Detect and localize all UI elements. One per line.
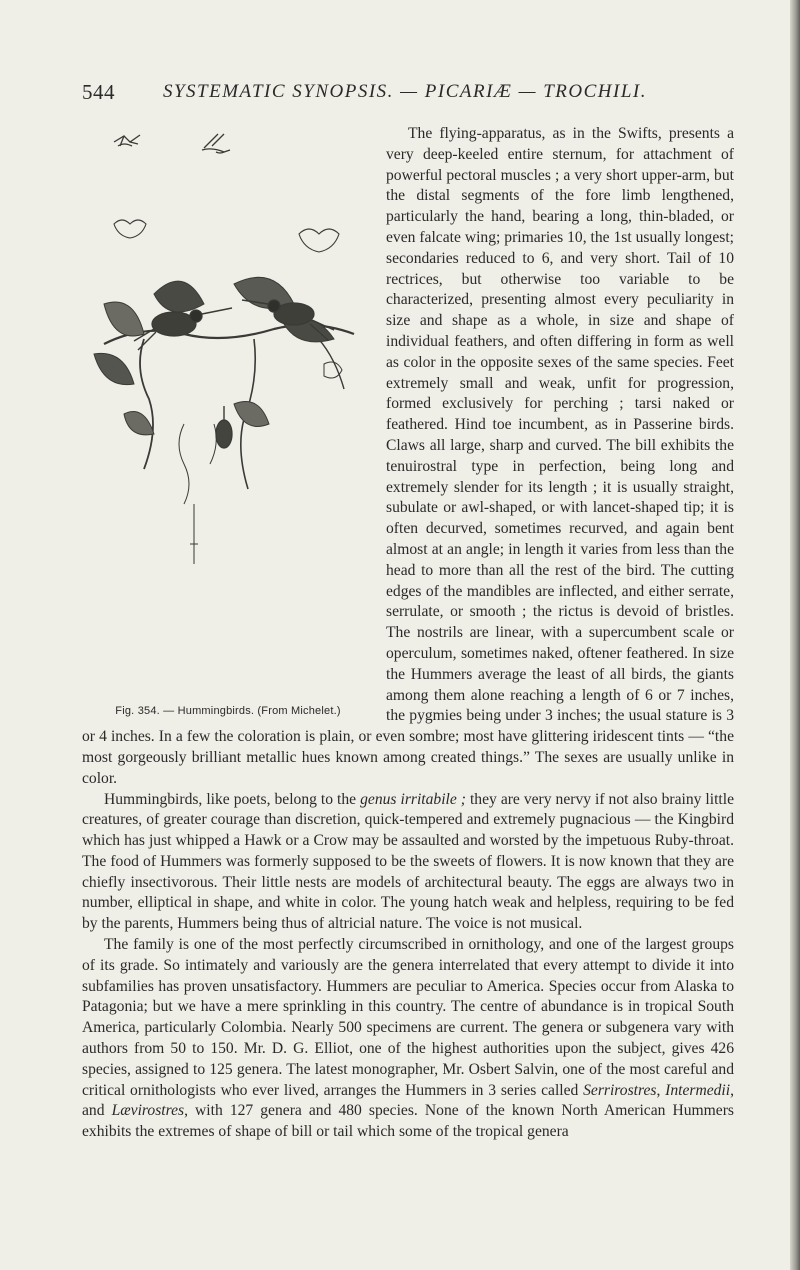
series-laevirostres: Lævirostres	[111, 1102, 185, 1120]
flying-hummingbird-left-icon	[114, 135, 140, 146]
separator: ,	[656, 1081, 666, 1099]
page-number: 544	[82, 80, 115, 104]
paragraph-2-start: Hummingbirds, like poets, belong to the	[104, 790, 361, 808]
series-serrirostres: Serrirostres	[583, 1081, 657, 1099]
page-header	[0, 80, 790, 110]
paragraph-3	[82, 935, 734, 1143]
page-edge-shadow	[790, 0, 800, 1270]
paragraph-2-emphasis: genus irritabile ;	[360, 790, 466, 808]
figure-caption: Fig. 354. — Hummingbirds. (From Michelet.)	[115, 705, 341, 718]
perched-hummingbird-left-icon	[134, 308, 232, 350]
running-head: SYSTEMATIC SYNOPSIS. — PICARIÆ — TROCHILI.	[162, 81, 647, 102]
paragraph-1: The flying-apparatus, as in the Swifts, presents a very deep-keeled entire sternum, for attachment of powerful pectoral muscles ; a very short upper-arm, but the distal segments of the fore limb lengthened, particularly the hand, bearing a long, thin-bladed, or even falcate wing; primaries 10, the 1st usually longest; secondaries reduced to 6, and very short. Tail of 10 rectrices, but otherwise too variable to be characterized, presenting almost every peculiarity in size and shape as a whole, in size and shape of individual feathers, and often differing in form as well as color in the opposite sexes of the same species. Feet extremely small and weak, unfit for progression, formed exclusively for perching ; tarsi naked or feathered. Hind toe incumbent, as in Passerine birds. Claws all large, sharp and curved. The bill exhibits the tenuirostral type in perfection, being long and extremely slender for its length ; it is usually straight, subulate or awl-shaped, or with lancet-shaped tip; it is often decurved, sometimes recurved, and again bent almost at an angle; in length it varies from less than the head to more than all the rest of the bird. The cutting edges of the mandibles are inflected, and either serrate, serrulate, or smooth ; the rictus is devoid of bristles. The nostrils are linear, with a supercumbent scale or operculum, sometimes naked, oftener feathered. In size the Hummers average the least of all birds, the giants among them alone reaching a length of 6 or 7 inches, the pygmies being under 3 inches; the usual stature is 3 or 4 inches. In a few the coloration is plain, or even sombre; most have glittering iridescent tints — “the most gorgeously brilliant metallic hues known among created things.” The sexes are usually unlike in color.	[82, 125, 734, 787]
figure-354	[78, 124, 378, 724]
flying-hummingbird-right-icon	[202, 134, 230, 153]
paragraph-3-start: The family is one of the most perfectly circumscribed in ornithology, and one of the largest groups of its grade. So intimately and variously are the genera interrelated that every attempt to divide it into subfamilies has proven unsatisfactory. Hummers are peculiar to America. Species occur from Alaska to Patagonia; but we have a mere sprinkling in this country. The centre of abundance is in tropical South America, particularly Colombia. Nearly 500 specimens are current. The genera or subgenera vary with authors from 50 to 150. Mr. D. G. Elliot, one of the highest authorities upon the subject, gives 426 species, assigned to 125 genera. The latest monographer, Mr. Osbert Salvin, one of the most careful and critical ornithologists who ever lived, arranges the Hummers in 3 series called	[82, 936, 734, 1099]
separator: , and	[82, 1081, 735, 1120]
body-text	[82, 124, 734, 1143]
paragraph-3-end: , with 127 genera and 480 species. None of the known North American Hummers exhibits the extremes of shape of bill or tail which some of the tropical genera	[82, 1102, 734, 1141]
paragraph-2	[82, 790, 734, 936]
series-intermedii: Intermedii	[665, 1081, 731, 1099]
paragraph-2-end: they are very nervy if not also brainy little creatures, of greater courage than discretion, quick-tempered and extremely pugnacious — the Kingbird which has just whipped a Hawk or a Crow may be assaulted and worsted by the impetuous Ruby-throat. The food of Hummers was formerly supposed to be the sweets of flowers. It is now known that they are chiefly insectivorous. Their little nests are models of architectural beauty. The eggs are always two in number, elliptical in shape, and white in color. The young hatch weak and helpless, requiring to be fed by the parents, Hummers being thus of altricial nature. The voice is not musical.	[82, 790, 734, 933]
hummingbirds-engraving-icon	[84, 124, 374, 644]
hanging-hummingbird-icon	[216, 406, 232, 448]
